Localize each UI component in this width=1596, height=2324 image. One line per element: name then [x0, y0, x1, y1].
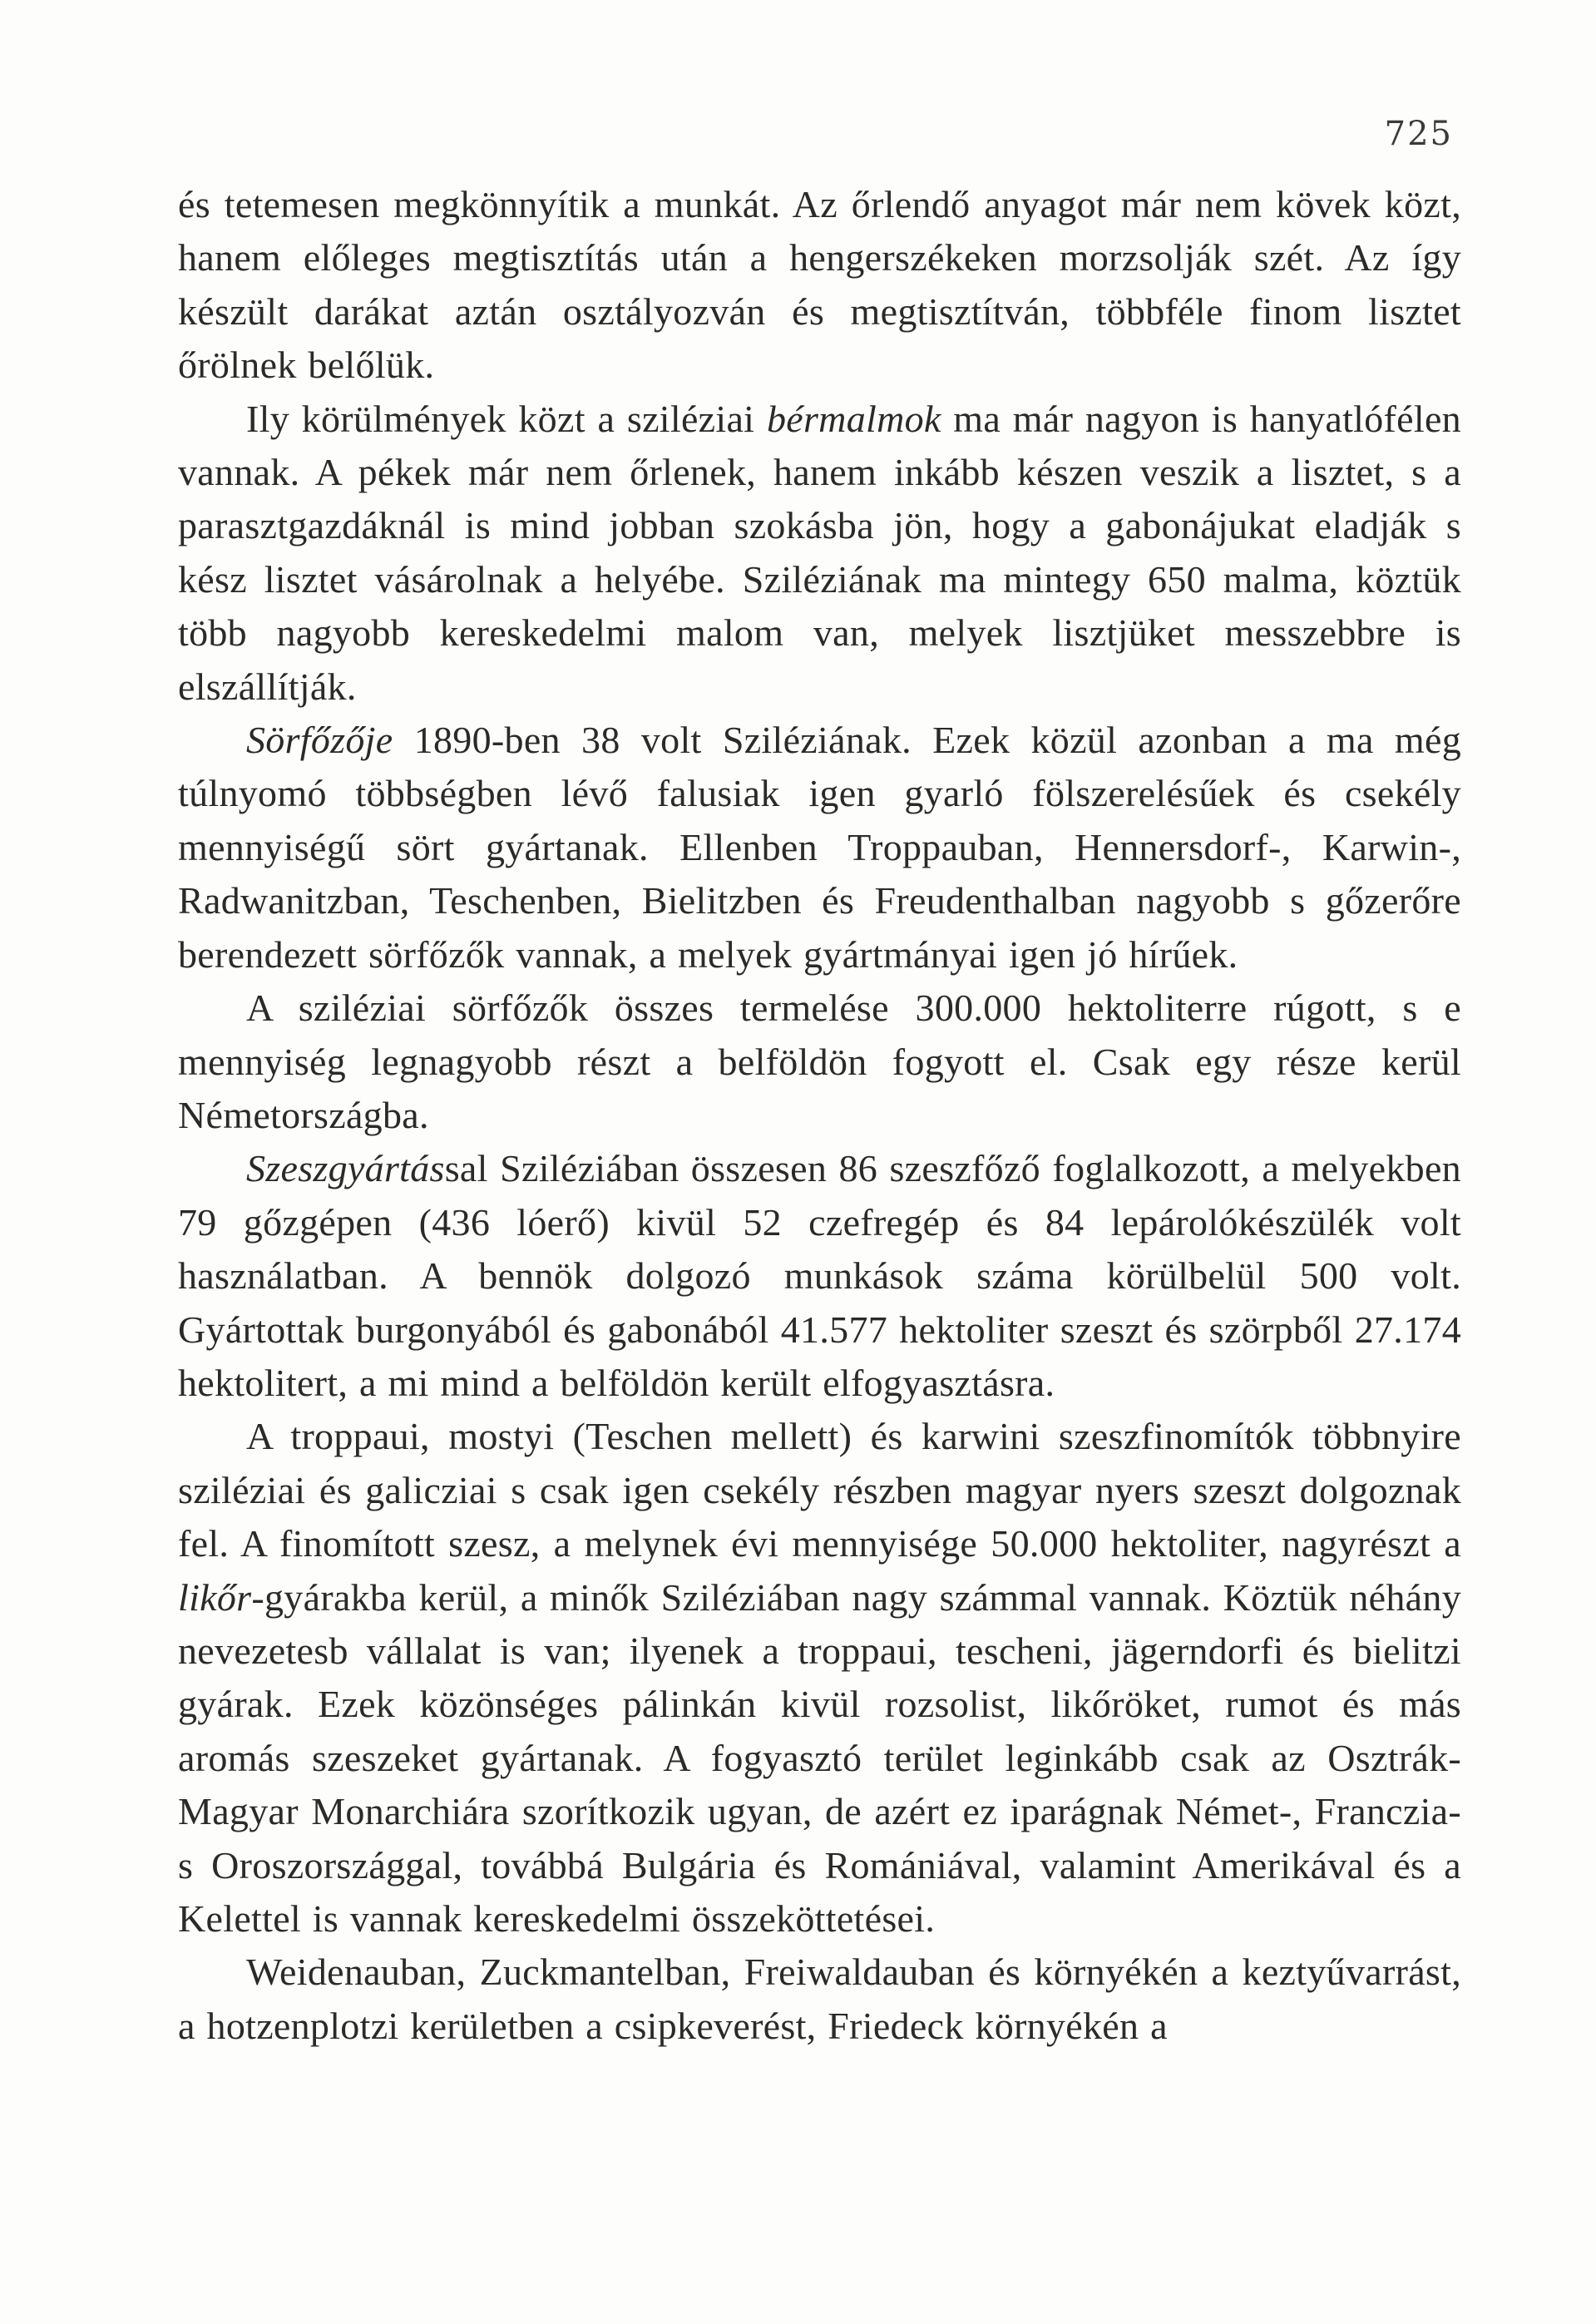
text-run: 1890-ben 38 volt Sziléziának. Ezek közül azonban a ma még túlnyomó többségben lévő falusiak igen gyarló fölszerelésűek és csekély mennyiségű sört gyártanak. Ellenben Troppauban, Hennersdorf-, Karwin-, Radwanitzban, Teschenben, Bielitzben és Freudenthalban nagyobb s gőzerőre berendezett sörfőzők vannak, a melyek gyártmányai igen jó hírűek.	[178, 719, 1461, 976]
paragraph	[178, 1142, 1461, 1410]
text-run: Weidenauban, Zuckmantelban, Freiwaldauban és környékén a keztyűvarrást, a hotzenplotzi kerületben a csipkeverést, Friedeck környékén a	[178, 1951, 1461, 2047]
text-run: sal Sziléziában összesen 86 szeszfőző foglalkozott, a melyekben 79 gőzgépen (436 lóerő) kivül 52 czefregép és 84 lepárolókészülék volt használatban. A bennök dolgozó munkások száma körülbelül 500 volt. Gyártottak burgonyából és gabonából 41.577 hektoliter szeszt és szörpből 27.174 hektolitert, a mi mind a belföldön került elfogyasztásra.	[178, 1147, 1461, 1404]
paragraph	[178, 714, 1461, 982]
body-text	[178, 178, 1461, 2053]
italic-term: likőr	[178, 1575, 252, 1619]
text-run: A sziléziai sörfőzők összes termelése 300.000 hektoliterre rúgott, s e mennyiség legnagyobb részt a belföldön fogyott el. Csak egy része kerül Németországba.	[178, 986, 1461, 1136]
text-run: A troppaui, mostyi (Teschen mellett) és karwini szeszfinomítók többnyire sziléziai és galicziai s csak igen csekély részben magyar nyers szeszt dolgoznak fel. A finomított szesz, a melynek évi mennyisége 50.000 hektoliter, nagyrészt a	[178, 1415, 1461, 1565]
page-number: 725	[1384, 115, 1453, 153]
paragraph	[178, 982, 1461, 1142]
italic-term: Szeszgyártás	[246, 1147, 445, 1190]
text-run: -gyárakba kerül, a minők Sziléziában nagy számmal vannak. Köztük néhány nevezetesb vállalat is van; ilyenek a troppaui, tescheni, jägerndorfi és bielitzi gyárak. Ezek közönséges pálinkán kivül rozsolist, likőröket, rumot és más aromás szeszeket gyártanak. A fogyasztó terület leginkább csak az Osztrák-Magyar Monarchiára szorítkozik ugyan, de azért ez iparágnak Német-, Franczia- s Oroszországgal, továbbá Bulgária és Romániával, valamint Amerikával és a Kelettel is vannak kereskedelmi összeköttetései.	[178, 1575, 1461, 1940]
text-run: és tetemesen megkönnyítik a munkát. Az őrlendő anyagot már nem kövek közt, hanem előleges megtisztítás után a hengerszékeken morzsolják szét. Az így készült darákat aztán osztályozván és megtisztítván, többféle finom lisztet őrölnek belőlük.	[178, 183, 1461, 387]
italic-term: Sörfőzője	[246, 719, 393, 762]
text-run: ma már nagyon is hanyatlófélen vannak. A pékek már nem őrlenek, hanem inkább készen veszik a lisztet, s a parasztgazdáknál is mind jobban szokásba jön, hogy a gabonájukat eladják s kész lisztet vásárolnak a helyébe. Sziléziának ma mintegy 650 malma, köztük több nagyobb kereskedelmi malom van, melyek lisztjüket messzebbre is elszállítják.	[178, 397, 1461, 708]
paragraph	[178, 1946, 1461, 2053]
paragraph	[178, 393, 1461, 714]
italic-term: bérmalmok	[766, 397, 941, 440]
paragraph	[178, 178, 1461, 393]
paragraph	[178, 1410, 1461, 1946]
text-run: Ily körülmények közt a sziléziai	[246, 397, 767, 440]
